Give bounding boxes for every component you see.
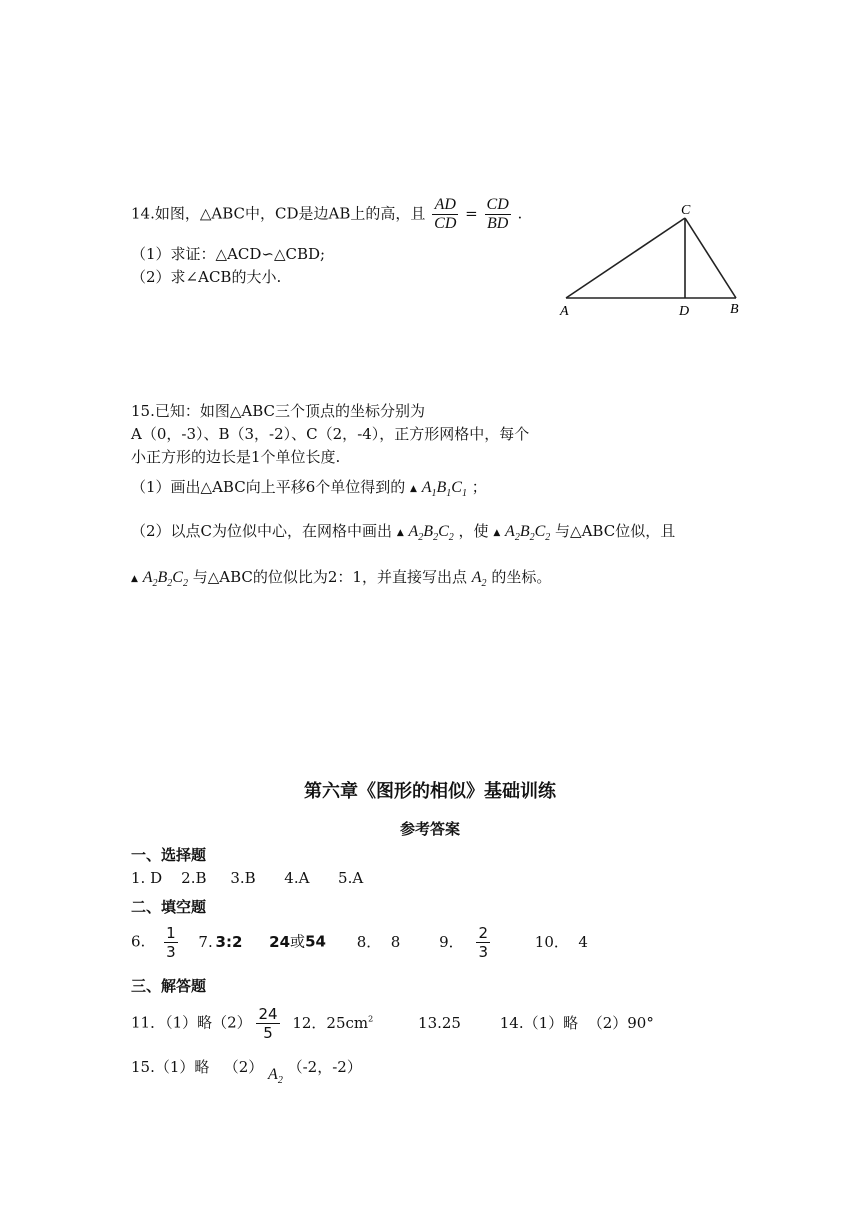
- subscript: 2: [167, 578, 173, 590]
- triangle-a1b1c1: [421, 479, 467, 500]
- answer-14: 14.（1）略 （2）90°: [499, 1013, 654, 1032]
- q15-line1: 15.已知：如图△ABC三个顶点的坐标分别为: [131, 402, 426, 420]
- vertex-a: A: [421, 479, 432, 496]
- point-a: A: [268, 1066, 278, 1083]
- fraction-numerator: CD: [486, 196, 509, 213]
- triangle-symbol: ▲: [131, 574, 138, 584]
- solve-answers-row: [131, 1005, 654, 1042]
- triangle-a2b2c2: [408, 523, 454, 544]
- q14-stem-text: 14.如图，△ABC中，CD是边AB上的高，且: [131, 204, 426, 223]
- section-solve-heading: 三、解答题: [131, 977, 207, 995]
- fraction-numerator: AD: [432, 196, 458, 215]
- answer-7-value-a: 24: [269, 932, 291, 951]
- answer-11-fraction: [256, 1005, 279, 1042]
- label-a: A: [560, 304, 569, 319]
- point-a2: [471, 569, 487, 590]
- section-fill-heading: 二、填空题: [131, 898, 207, 916]
- vertex-c: C: [451, 479, 462, 496]
- fraction-denominator: BD: [486, 215, 509, 232]
- answer-6-label: 6.: [131, 932, 146, 951]
- q15-part1: [131, 476, 487, 499]
- q15-part2: [131, 520, 675, 543]
- section-choice-answers: 1. D 2.B 3.B 4.A 5.A: [131, 869, 364, 887]
- subscript: 2: [418, 532, 424, 544]
- label-d: D: [679, 304, 690, 319]
- answer-7-ratio: 3:2: [215, 932, 243, 951]
- subscript: 2: [448, 532, 454, 544]
- vertex-b: B: [519, 523, 530, 540]
- subscript: 2: [182, 578, 188, 590]
- vertex-c: C: [534, 523, 546, 540]
- answer-13: 13.25: [418, 1013, 461, 1032]
- answer-title: 第六章《图形的相似》基础训练: [304, 781, 556, 802]
- fraction-denominator: CD: [434, 215, 457, 232]
- vertex-b: B: [423, 523, 434, 540]
- subscript: 1: [461, 488, 467, 500]
- answer-15: [131, 1056, 362, 1087]
- vertex-a: A: [471, 569, 482, 586]
- answer-8: 8． 8: [356, 932, 401, 951]
- q15-line3: 小正方形的边长是1个单位长度.: [131, 448, 341, 466]
- triangle-symbol: ▲: [493, 528, 501, 538]
- answer-7-label: 7.: [198, 932, 213, 951]
- vertex-c: C: [438, 523, 449, 540]
- answer-15-text: 15.（1）略 （2）: [131, 1058, 264, 1076]
- subscript: 2: [514, 532, 520, 544]
- subscript: 1: [446, 488, 452, 500]
- triangle-figure: [550, 198, 750, 323]
- subscript: 2: [277, 1075, 283, 1087]
- answer-12: 12．25cm: [292, 1013, 369, 1032]
- subscript: 1: [431, 488, 437, 500]
- answer-7-value-b: 54: [305, 932, 326, 951]
- superscript: 2: [368, 1014, 374, 1024]
- vertex-b: B: [157, 569, 168, 586]
- label-b: B: [730, 302, 739, 317]
- triangle-symbol: ▲: [410, 484, 417, 494]
- q15-part3-text-end: 的坐标。: [491, 568, 552, 586]
- subscript: 2: [433, 532, 439, 544]
- answer-15-point: [268, 1066, 283, 1087]
- vertex-c: C: [172, 569, 183, 586]
- q15-part2-text-b: ，使: [458, 522, 489, 540]
- vertex-a: A: [408, 523, 419, 540]
- fraction-numerator: 1: [166, 924, 176, 942]
- q14-stem: [131, 196, 522, 233]
- fill-answers-row: [131, 924, 588, 961]
- semicolon: ；: [471, 478, 487, 496]
- triangle-a2b2c2: [142, 569, 188, 590]
- q15-part2-text: （2）以点C为位似中心，在网格中画出: [131, 522, 393, 540]
- fraction-numerator: 24: [258, 1005, 278, 1023]
- fraction-denominator: 3: [166, 943, 176, 961]
- fraction-denominator: 3: [478, 943, 488, 961]
- fraction-denominator: 5: [263, 1024, 273, 1042]
- answer-9-label: 9．: [439, 932, 464, 951]
- period: .: [517, 204, 523, 223]
- answer-subtitle: 参考答案: [399, 820, 460, 838]
- answer-15-coordinates: （-2，-2）: [287, 1058, 362, 1076]
- subscript: 2: [152, 578, 158, 590]
- answer-11: 11．（1）略（2）: [131, 1013, 252, 1032]
- q15-part3-text: 与△ABC的位似比为2：1，并直接写出点: [192, 568, 467, 586]
- section-choice-heading: 一、选择题: [131, 846, 207, 864]
- subscript: 2: [545, 532, 551, 544]
- fraction-numerator: 2: [478, 924, 488, 942]
- segment-ac: [566, 218, 685, 298]
- vertex-b: B: [436, 479, 447, 496]
- fraction-cd-bd: [485, 196, 511, 233]
- q14-part1: （1）求证：△ACD∽△CBD;: [131, 245, 326, 263]
- equals-sign: =: [465, 204, 478, 223]
- q15-line2: A（0，-3）、B（3，-2）、C（2，-4），正方形网格中，每个: [131, 425, 530, 443]
- triangle-a2b2c2: [505, 523, 551, 544]
- vertex-a: A: [505, 523, 515, 540]
- triangle-symbol: ▲: [396, 528, 404, 538]
- answer-10: 10． 4: [534, 932, 588, 951]
- q15-part3: [131, 566, 551, 589]
- subscript: 2: [529, 532, 535, 544]
- q15-part2-text-c: 与△ABC位似，且: [555, 522, 676, 540]
- segment-cb: [685, 218, 736, 298]
- q14-part2: （2）求∠ACB的大小.: [131, 268, 282, 286]
- answer-7-or: 或: [290, 932, 306, 951]
- answer-9-fraction: [476, 924, 490, 961]
- q15-part1-text: （1）画出△ABC向上平移6个单位得到的: [131, 478, 406, 496]
- vertex-a: A: [142, 569, 153, 586]
- label-c: C: [681, 203, 691, 218]
- answer-6-fraction: [164, 924, 178, 961]
- subscript: 2: [481, 578, 487, 590]
- fraction-ad-cd: [432, 196, 458, 233]
